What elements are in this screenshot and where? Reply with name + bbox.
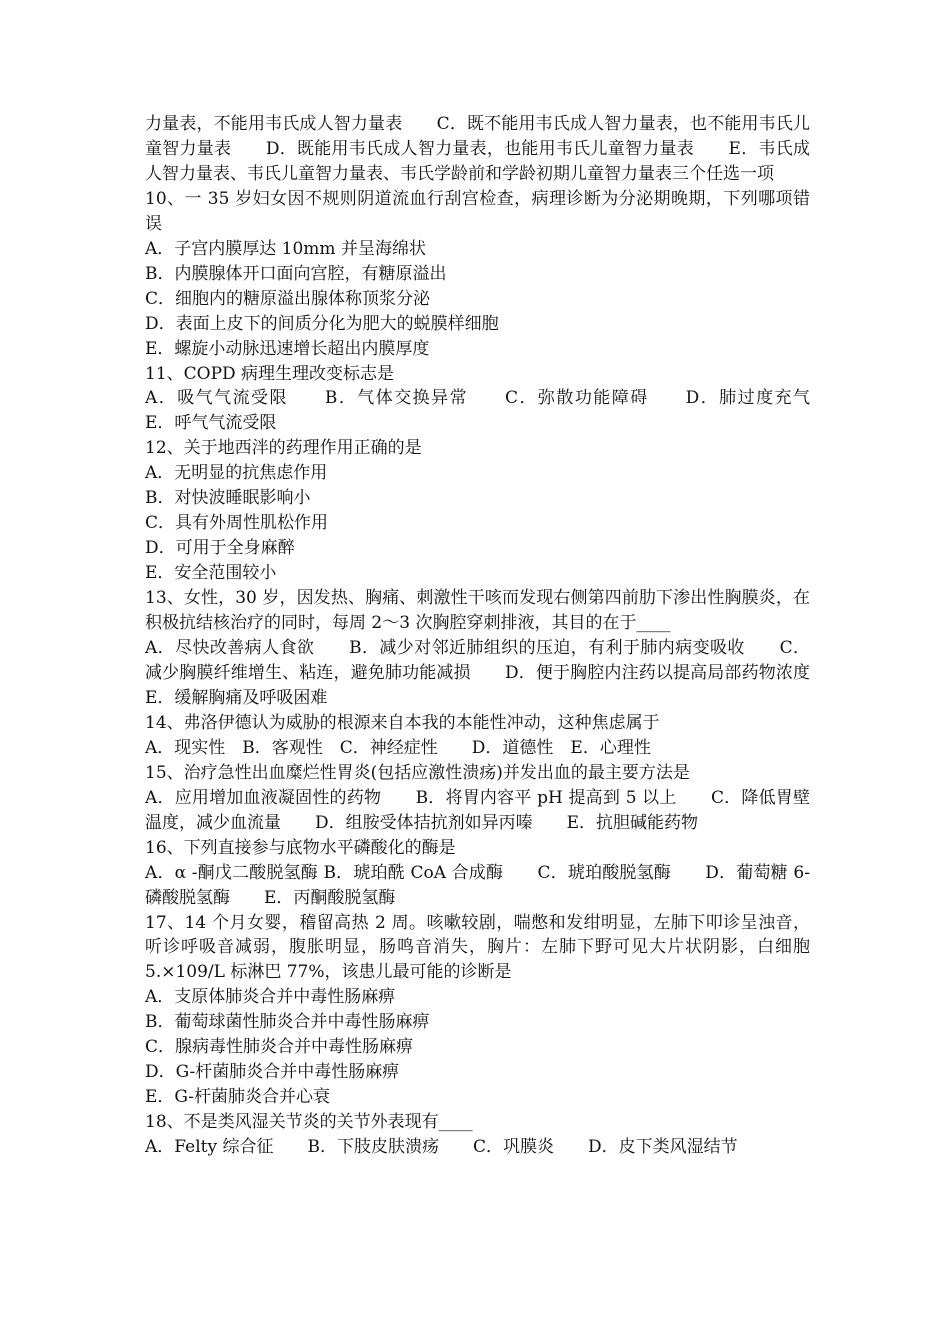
- question-12-option-e: E．安全范围较小: [145, 563, 277, 584]
- question-14-options: A．现实性 B．客观性 C．神经症性 D．道德性 E．心理性: [145, 737, 651, 758]
- question-16-stem: 16、下列直接参与底物水平磷酸化的酶是: [145, 837, 456, 858]
- question-10-stem: 10、一 35 岁妇女因不规则阴道流血行刮宫检查，病理诊断为分泌期晚期，下列哪项错误: [145, 188, 810, 234]
- question-14-stem: 14、弗洛伊德认为威胁的根源来自本我的本能性冲动，这种焦虑属于: [145, 712, 660, 733]
- question-17-option-b: B．葡萄球菌性肺炎合并中毒性肠麻痹: [145, 1012, 430, 1033]
- question-10-option-b: B．内膜腺体开口面向宫腔，有糖原溢出: [145, 263, 447, 284]
- question-17-option-e: E．G-杆菌肺炎合并心衰: [145, 1087, 331, 1108]
- question-17-option-d: D．G-杆菌肺炎合并中毒性肠麻痹: [145, 1062, 400, 1083]
- question-13-options: A．尽快改善病人食欲 B．减少对邻近肺组织的压迫，有利于肺内病变吸收 C．减少胸膜纤维增生、粘连，避免肺功能减损 D．便于胸腔内注药以提高局部药物浓度 E．缓解胸痛及呼吸困难: [145, 638, 844, 708]
- question-15-stem: 15、治疗急性出血糜烂性胃炎(包括应激性溃疡)并发出血的最主要方法是: [145, 762, 690, 783]
- question-15-options: A．应用增加血液凝固性的药物 B．将胃内容平 pH 提高到 5 以上 C．降低胃壁温度，减少血流量 D．组胺受体拮抗剂如异丙嗪 E．抗胆碱能药物: [145, 787, 810, 833]
- question-11-stem: 11、COPD 病理生理改变标志是: [145, 363, 395, 384]
- question-16-options: A．α -酮戊二酸脱氢酶 B．琥珀酰 CoA 合成酶 C．琥珀酸脱氢酶 D．葡萄糖 6-磷酸脱氢酶 E．丙酮酸脱氢酶: [145, 862, 810, 908]
- question-9-options-continued: 力量表，不能用韦氏成人智力量表 C．既不能用韦氏成人智力量表，也不能用韦氏儿童智力量表 D．既能用韦氏成人智力量表，也能用韦氏儿童智力量表 E．韦氏成人智力量表、韦氏儿童智力量表、韦氏学龄前和学龄初期儿童智力量表三个任选一项: [145, 114, 810, 184]
- question-10-option-a: A．子宫内膜厚达 10mm 并呈海绵状: [145, 238, 426, 259]
- question-12-option-c: C．具有外周性肌松作用: [145, 513, 329, 534]
- question-10-option-c: C．细胞内的糖原溢出腺体称顶浆分泌: [145, 288, 431, 309]
- question-12-option-d: D．可用于全身麻醉: [145, 538, 295, 559]
- question-18-stem: 18、不是类风湿关节炎的关节外表现有____: [145, 1112, 473, 1133]
- question-13-stem: 13、女性，30 岁，因发热、胸痛、刺激性干咳而发现右侧第四前肋下渗出性胸膜炎，在积极抗结核治疗的同时，每周 2～3 次胸腔穿刺排液，其目的在于____: [145, 588, 810, 634]
- question-17-stem: 17、14 个月女婴，稽留高热 2 周。咳嗽较剧，喘憋和发绀明显，左肺下叩诊呈浊音，听诊呼吸音减弱，腹胀明显，肠鸣音消失，胸片：左肺下野可见大片状阴影，白细胞 5.×109/L 标淋巴 77%，该患儿最可能的诊断是: [145, 912, 810, 983]
- question-12-stem: 12、关于地西泮的药理作用正确的是: [145, 438, 422, 459]
- question-11-options: A．吸气气流受限 B．气体交换异常 C．弥散功能障碍 D．肺过度充气 E．呼气气流受限: [145, 388, 844, 434]
- document-page: [145, 112, 844, 1160]
- question-18-options: A．Felty 综合征 B．下肢皮肤溃疡 C．巩膜炎 D．皮下类风湿结节: [145, 1137, 738, 1158]
- question-12-option-a: A．无明显的抗焦虑作用: [145, 463, 328, 484]
- question-12-option-b: B．对快波睡眠影响小: [145, 488, 311, 509]
- question-10-option-d: D．表面上皮下的间质分化为肥大的蜕膜样细胞: [145, 313, 499, 334]
- question-17-option-c: C．腺病毒性肺炎合并中毒性肠麻痹: [145, 1037, 414, 1058]
- question-10-option-e: E．螺旋小动脉迅速增长超出内膜厚度: [145, 338, 430, 359]
- question-17-option-a: A．支原体肺炎合并中毒性肠麻痹: [145, 987, 396, 1008]
